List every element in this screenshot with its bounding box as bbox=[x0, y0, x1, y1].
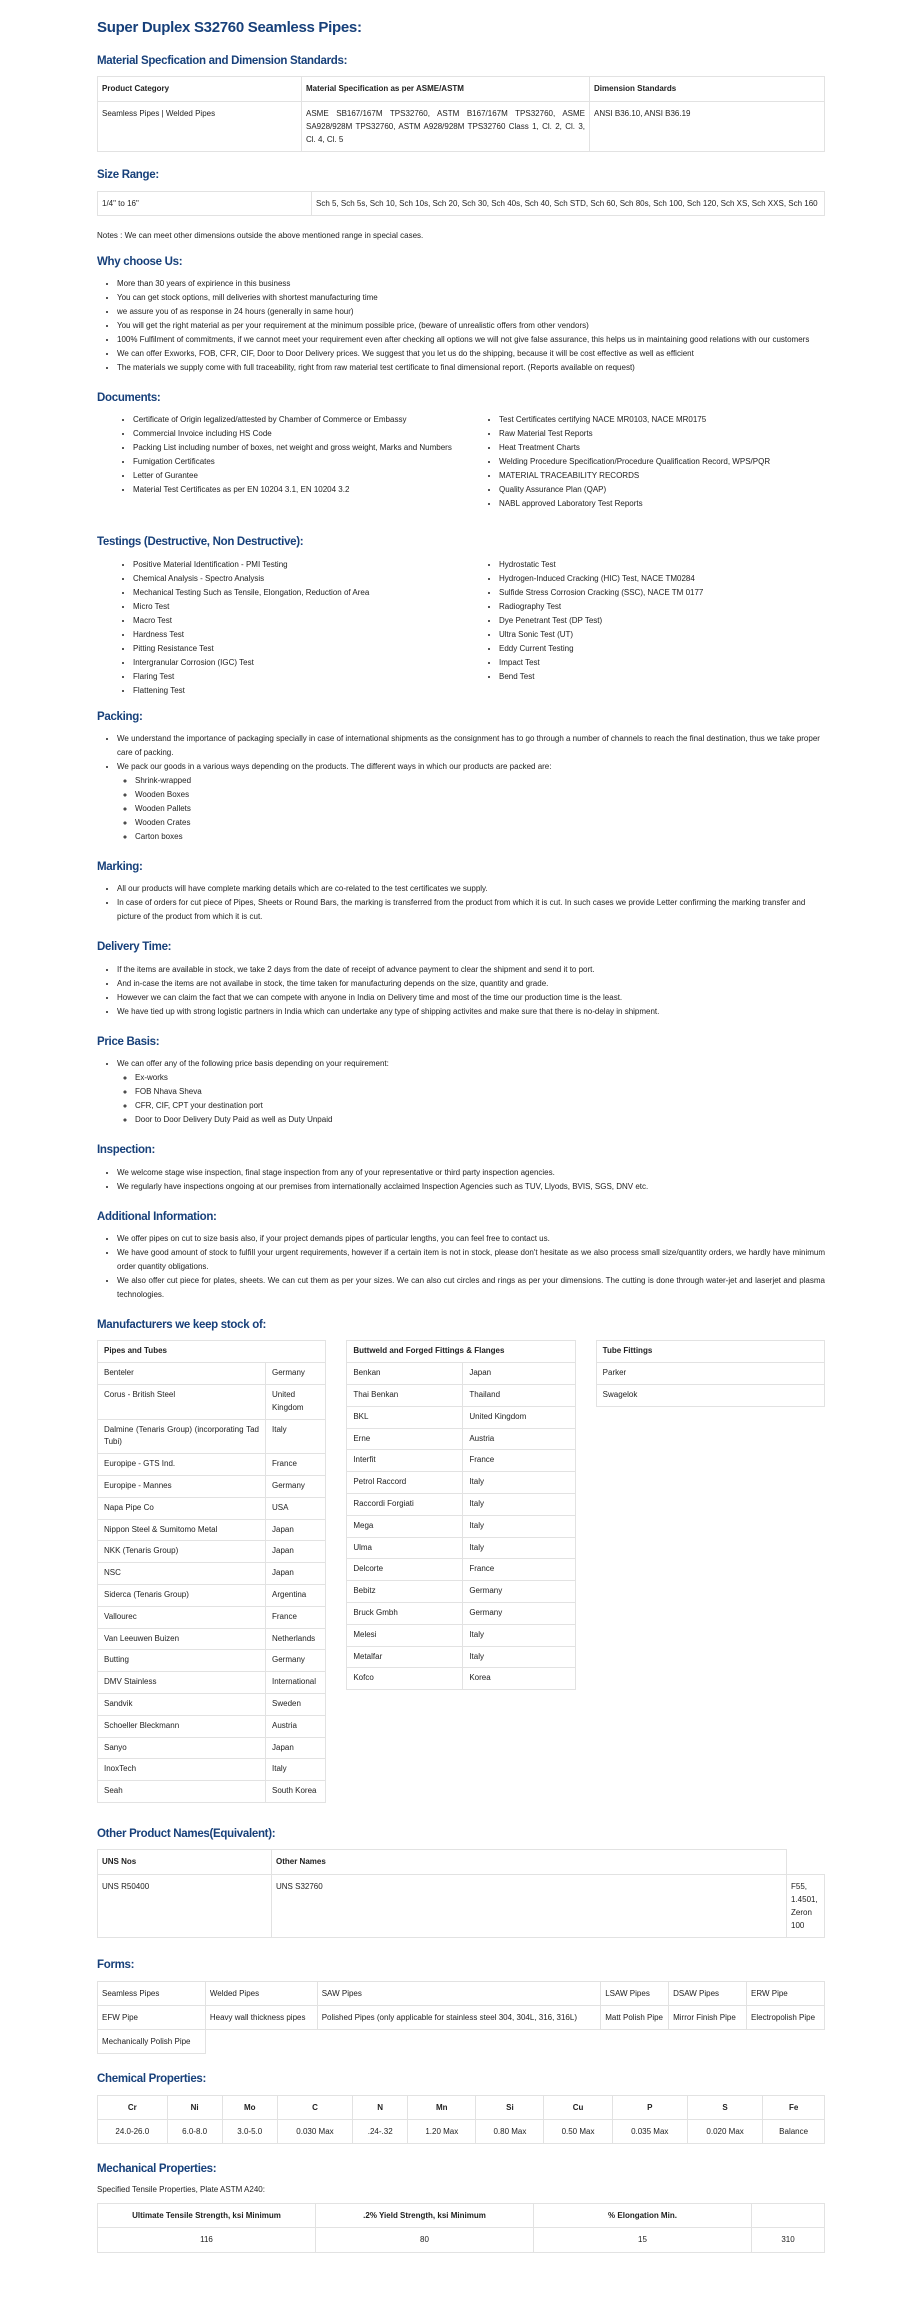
documents-heading: Documents: bbox=[97, 391, 161, 404]
table-row bbox=[98, 2228, 825, 2252]
list-item: • Flaring Test bbox=[133, 670, 459, 684]
table-cell: 116 bbox=[98, 2228, 316, 2252]
delivery-list bbox=[97, 963, 825, 1019]
chemical-heading: Chemical Properties: bbox=[97, 2073, 207, 2086]
table-cell: DMV Stainless bbox=[98, 1672, 266, 1694]
list-item: • Impact Test bbox=[499, 656, 825, 670]
list-item: • We understand the importance of packaging specially in case of international shipments as the consignment has to go through a number of channels to reach the final destination, thus we take proper care of packing. bbox=[117, 732, 825, 760]
table-cell: InoxTech bbox=[98, 1759, 266, 1781]
delivery-heading: Delivery Time: bbox=[97, 941, 172, 954]
price-basis-list bbox=[97, 1057, 825, 1127]
table-row bbox=[347, 1515, 575, 1537]
table-cell: Germany bbox=[266, 1476, 326, 1498]
table-cell: France bbox=[463, 1450, 575, 1472]
list-item-text: We pack our goods in a various ways depending on the products. The different ways in which our products are packed are: bbox=[117, 762, 552, 772]
table-header: UNS Nos bbox=[98, 1850, 272, 1874]
list-item: ◦ Ex-works bbox=[135, 1071, 825, 1085]
table-cell: BKL bbox=[347, 1406, 463, 1428]
table-row bbox=[347, 1537, 575, 1559]
packing-heading: Packing: bbox=[97, 710, 143, 723]
table-cell: Bebitz bbox=[347, 1581, 463, 1603]
table-header: Cu bbox=[544, 2095, 612, 2119]
empty-cell bbox=[669, 2030, 747, 2054]
list-item: • Raw Material Test Reports bbox=[499, 427, 825, 441]
table-cell: 310 bbox=[752, 2228, 825, 2252]
list-item: • All our products will have complete marking details which are co-related to the test certificates we supply. bbox=[117, 882, 825, 896]
table-cell: Italy bbox=[266, 1419, 326, 1454]
table-header: % Elongation Min. bbox=[534, 2204, 752, 2228]
price-basis-sub-list bbox=[117, 1071, 825, 1127]
table-cell: ASME SB167/167M TPS32760, ASTM B167/167M TPS32760, ASME SA928/928M TPS32760, ASTM A928/928M TPS32760 Class 1, Cl. 2, Cl. 3, Cl. 4, Cl. 5 bbox=[302, 101, 590, 152]
table-row bbox=[347, 1646, 575, 1668]
table-header bbox=[752, 2204, 825, 2228]
table-row bbox=[347, 1472, 575, 1494]
list-item: • Material Test Certificates as per EN 10204 3.1, EN 10204 3.2 bbox=[133, 483, 459, 497]
table-row bbox=[596, 1363, 824, 1385]
table-cell: 24.0-26.0 bbox=[98, 2119, 168, 2143]
table-header-empty bbox=[787, 1850, 825, 1874]
documents-columns bbox=[97, 413, 825, 511]
table-cell: DSAW Pipes bbox=[669, 1981, 747, 2005]
table-cell: NSC bbox=[98, 1563, 266, 1585]
table-row bbox=[98, 1419, 326, 1454]
fittings-flanges-table bbox=[346, 1340, 575, 1690]
table-cell: Napa Pipe Co bbox=[98, 1497, 266, 1519]
table-header: Product Category bbox=[98, 77, 302, 101]
table-cell: Melesi bbox=[347, 1624, 463, 1646]
table-row bbox=[98, 1759, 326, 1781]
empty-cell bbox=[601, 2030, 669, 2054]
size-range-heading: Size Range: bbox=[97, 169, 159, 182]
table-cell: Butting bbox=[98, 1650, 266, 1672]
table-cell: UNS R50400 bbox=[98, 1874, 272, 1938]
list-item: ◦ Wooden Crates bbox=[135, 816, 825, 830]
testings-list-right bbox=[469, 558, 825, 698]
table-cell: 6.0-8.0 bbox=[167, 2119, 222, 2143]
table-row bbox=[347, 1559, 575, 1581]
table-row bbox=[347, 1581, 575, 1603]
table-cell: United Kingdom bbox=[266, 1385, 326, 1420]
list-item: • Dye Penetrant Test (DP Test) bbox=[499, 614, 825, 628]
table-cell: 15 bbox=[534, 2228, 752, 2252]
table-cell: France bbox=[266, 1606, 326, 1628]
why-choose-list bbox=[97, 277, 825, 375]
table-cell: USA bbox=[266, 1497, 326, 1519]
table-cell: 0.035 Max bbox=[612, 2119, 687, 2143]
list-item: ◦ Door to Door Delivery Duty Paid as well as Duty Unpaid bbox=[135, 1113, 825, 1127]
table-row bbox=[98, 2119, 825, 2143]
list-item: • MATERIAL TRACEABILITY RECORDS bbox=[499, 469, 825, 483]
table-row bbox=[98, 2030, 825, 2054]
list-item: • In case of orders for cut piece of Pipes, Sheets or Round Bars, the marking is transferred from the product from which it is cut. In such cases we provide Letter confirming the marking transfer and picture of the product from which it is cut. bbox=[117, 896, 825, 924]
table-row bbox=[347, 1602, 575, 1624]
testings-columns bbox=[97, 558, 825, 698]
empty-cell bbox=[205, 2030, 317, 2054]
list-item: • NABL approved Laboratory Test Reports bbox=[499, 497, 825, 511]
documents-list-left bbox=[97, 413, 469, 511]
table-cell: Ulma bbox=[347, 1537, 463, 1559]
table-cell: Heavy wall thickness pipes bbox=[205, 2005, 317, 2029]
table-cell: 0.030 Max bbox=[277, 2119, 352, 2143]
list-item: • Welding Procedure Specification/Procedure Qualification Record, WPS/PQR bbox=[499, 455, 825, 469]
table-cell: Dalmine (Tenaris Group) (incorporating Tad Tubi) bbox=[98, 1419, 266, 1454]
table-row bbox=[596, 1385, 824, 1407]
table-row bbox=[98, 191, 825, 215]
table-cell: Sandvik bbox=[98, 1693, 266, 1715]
list-item: • We can offer Exworks, FOB, CFR, CIF, Door to Door Delivery prices. We suggest that you let us do the shipping, because it will be cost effective as well as efficient bbox=[117, 347, 825, 361]
table-cell: ANSI B36.10, ANSI B36.19 bbox=[590, 101, 825, 152]
list-item: • More than 30 years of expirience in this business bbox=[117, 277, 825, 291]
table-header: Dimension Standards bbox=[590, 77, 825, 101]
list-item: • If the items are available in stock, we take 2 days from the date of receipt of advance payment to clear the shipment and send it to port. bbox=[117, 963, 825, 977]
list-item: • We regularly have inspections ongoing at our premises from internationally acclaimed Inspection Agencies such as TUV, Llyods, BVIS, SGS, DNV etc. bbox=[117, 1180, 825, 1194]
material-spec-table bbox=[97, 76, 825, 152]
table-row bbox=[98, 1497, 326, 1519]
list-item: • Macro Test bbox=[133, 614, 459, 628]
table-cell: Kofco bbox=[347, 1668, 463, 1690]
table-cell: Germany bbox=[463, 1602, 575, 1624]
table-cell: Italy bbox=[463, 1537, 575, 1559]
empty-cell bbox=[317, 2030, 600, 2054]
list-item: ◦ Shrink-wrapped bbox=[135, 774, 825, 788]
table-header: .2% Yield Strength, ksi Minimum bbox=[316, 2204, 534, 2228]
list-item: • Intergranular Corrosion (IGC) Test bbox=[133, 656, 459, 670]
table-cell: Italy bbox=[463, 1646, 575, 1668]
table-cell: Korea bbox=[463, 1668, 575, 1690]
table-cell: Seamless Pipes | Welded Pipes bbox=[98, 101, 302, 152]
table-cell: Schoeller Bleckmann bbox=[98, 1715, 266, 1737]
list-item: • The materials we supply come with full traceability, right from raw material test certificate to final dimensional report. (Reports available on request) bbox=[117, 361, 825, 375]
table-cell: SAW Pipes bbox=[317, 1981, 600, 2005]
table-cell: Japan bbox=[463, 1363, 575, 1385]
list-item-text: We can offer any of the following price basis depending on your requirement: bbox=[117, 1059, 389, 1069]
table-cell: Sanyo bbox=[98, 1737, 266, 1759]
table-row bbox=[98, 1363, 326, 1385]
table-cell: International bbox=[266, 1672, 326, 1694]
table-cell: United Kingdom bbox=[463, 1406, 575, 1428]
table-row bbox=[347, 1668, 575, 1690]
table-row bbox=[98, 1874, 825, 1938]
size-notes: Notes : We can meet other dimensions outside the above mentioned range in special cases. bbox=[97, 230, 424, 240]
list-item: • 100% Fulfilment of commitments, if we cannot meet your requirement even after checking all options we will not give false assurance, this helps us in maintaining good relations with our customers bbox=[117, 333, 825, 347]
table-cell: Metalfar bbox=[347, 1646, 463, 1668]
table-cell: Parker bbox=[596, 1363, 824, 1385]
table-cell: Delcorte bbox=[347, 1559, 463, 1581]
list-item: • Mechanical Testing Such as Tensile, Elongation, Reduction of Area bbox=[133, 586, 459, 600]
list-item: • Hydrogen-Induced Cracking (HIC) Test, NACE TM0284 bbox=[499, 572, 825, 586]
list-item: • Fumigation Certificates bbox=[133, 455, 459, 469]
table-cell: Interfit bbox=[347, 1450, 463, 1472]
pipes-tubes-table bbox=[97, 1340, 326, 1803]
table-cell: Seah bbox=[98, 1781, 266, 1803]
list-item: • And in-case the items are not availabe in stock, the time taken for manufacturing depends on the size, quantity and grade. bbox=[117, 977, 825, 991]
table-row bbox=[98, 101, 825, 152]
list-item: • Bend Test bbox=[499, 670, 825, 684]
list-item: • You can get stock options, mill deliveries with shortest manufacturing time bbox=[117, 291, 825, 305]
table-cell: F55, 1.4501, Zeron 100 bbox=[787, 1874, 825, 1938]
testings-heading: Testings (Destructive, Non Destructive): bbox=[97, 536, 304, 549]
table-row bbox=[98, 1715, 326, 1737]
table-cell: Japan bbox=[266, 1563, 326, 1585]
list-item: • However we can claim the fact that we can compete with anyone in India on Delivery time and most of the time our production time is the least. bbox=[117, 991, 825, 1005]
list-item: • Hydrostatic Test bbox=[499, 558, 825, 572]
table-cell: Europipe - GTS Ind. bbox=[98, 1454, 266, 1476]
table-cell: Matt Polish Pipe bbox=[601, 2005, 669, 2029]
list-item: • Test Certificates certifying NACE MR0103, NACE MR0175 bbox=[499, 413, 825, 427]
additional-heading: Additional Information: bbox=[97, 1210, 217, 1223]
inspection-heading: Inspection: bbox=[97, 1144, 156, 1157]
table-row bbox=[98, 1476, 326, 1498]
list-item: • Letter of Gurantee bbox=[133, 469, 459, 483]
list-item: • Hardness Test bbox=[133, 628, 459, 642]
list-item: • We have tied up with strong logistic partners in India which can undertake any type of shipping activites and make sure that there is no-delay in shipment. bbox=[117, 1005, 825, 1019]
table-row bbox=[98, 1650, 326, 1672]
table-row bbox=[98, 1541, 326, 1563]
table-header: S bbox=[687, 2095, 762, 2119]
list-item: • You will get the right material as per your requirement at the minimum possible price, (beware of unrealistic offers from other vendors) bbox=[117, 319, 825, 333]
table-cell: Bruck Gmbh bbox=[347, 1602, 463, 1624]
table-cell: Japan bbox=[266, 1519, 326, 1541]
price-basis-heading: Price Basis: bbox=[97, 1035, 160, 1048]
table-row bbox=[98, 1981, 825, 2005]
table-row bbox=[98, 1672, 326, 1694]
table-cell: Nippon Steel & Sumitomo Metal bbox=[98, 1519, 266, 1541]
table-cell: Mega bbox=[347, 1515, 463, 1537]
table-row bbox=[347, 1406, 575, 1428]
manufacturers-tables bbox=[97, 1340, 825, 1803]
additional-list bbox=[97, 1232, 825, 1302]
table-cell: EFW Pipe bbox=[98, 2005, 206, 2029]
table-cell: Germany bbox=[266, 1650, 326, 1672]
table-row bbox=[98, 1385, 326, 1420]
size-range-table bbox=[97, 191, 825, 216]
table-cell: Italy bbox=[463, 1624, 575, 1646]
table-cell: 1.20 Max bbox=[408, 2119, 476, 2143]
packing-list bbox=[97, 732, 825, 844]
table-header: N bbox=[353, 2095, 408, 2119]
table-cell: UNS S32760 bbox=[272, 1874, 787, 1938]
table-cell: 3.0-5.0 bbox=[222, 2119, 277, 2143]
table-cell: ERW Pipe bbox=[747, 1981, 825, 2005]
list-item bbox=[117, 1057, 825, 1127]
table-header: Ni bbox=[167, 2095, 222, 2119]
documents-list-right bbox=[469, 413, 825, 511]
list-item: • Pitting Resistance Test bbox=[133, 642, 459, 656]
table-row bbox=[98, 1519, 326, 1541]
list-item: ◦ Wooden Pallets bbox=[135, 802, 825, 816]
list-item: • Chemical Analysis - Spectro Analysis bbox=[133, 572, 459, 586]
table-row bbox=[347, 1385, 575, 1407]
table-header: C bbox=[277, 2095, 352, 2119]
table-cell: Van Leeuwen Buizen bbox=[98, 1628, 266, 1650]
table-cell: Polished Pipes (only applicable for stainless steel 304, 304L, 316, 316L) bbox=[317, 2005, 600, 2029]
list-item: • Radiography Test bbox=[499, 600, 825, 614]
other-names-table bbox=[97, 1849, 825, 1938]
table-cell: France bbox=[463, 1559, 575, 1581]
list-item: • Commercial Invoice including HS Code bbox=[133, 427, 459, 441]
table-header: Buttweld and Forged Fittings & Flanges bbox=[347, 1341, 575, 1363]
list-item: • We have good amount of stock to fulfill your urgent requirements, however if a certain item is not in stock, please don't hesitate as we also process small size/quantity orders, we hardly have minimum order quantity obligations. bbox=[117, 1246, 825, 1274]
table-cell: NKK (Tenaris Group) bbox=[98, 1541, 266, 1563]
table-cell: Benteler bbox=[98, 1363, 266, 1385]
table-row bbox=[98, 1584, 326, 1606]
testings-list-left bbox=[97, 558, 469, 698]
list-item: • Micro Test bbox=[133, 600, 459, 614]
other-names-heading: Other Product Names(Equivalent): bbox=[97, 1827, 276, 1840]
list-item: • Ultra Sonic Test (UT) bbox=[499, 628, 825, 642]
table-row bbox=[98, 1693, 326, 1715]
table-cell: Swagelok bbox=[596, 1385, 824, 1407]
table-cell: 1/4" to 16" bbox=[98, 191, 312, 215]
table-row bbox=[347, 1363, 575, 1385]
table-cell: Thailand bbox=[463, 1385, 575, 1407]
material-spec-heading: Material Specfication and Dimension Standards: bbox=[97, 55, 348, 67]
list-item: • Certificate of Origin legalized/attested by Chamber of Commerce or Embassy bbox=[133, 413, 459, 427]
empty-cell bbox=[747, 2030, 825, 2054]
list-item: ◦ Wooden Boxes bbox=[135, 788, 825, 802]
mechanical-heading: Mechanical Properties: bbox=[97, 2163, 217, 2175]
list-item: • Quality Assurance Plan (QAP) bbox=[499, 483, 825, 497]
table-cell: Sch 5, Sch 5s, Sch 10, Sch 10s, Sch 20, Sch 30, Sch 40s, Sch 40, Sch STD, Sch 60, Sch 80s, Sch 100, Sch 120, Sch XS, Sch XXS, Sch 160 bbox=[312, 191, 825, 215]
mechanical-subheading: Specified Tensile Properties, Plate ASTM A240: bbox=[97, 2185, 265, 2195]
table-header: Pipes and Tubes bbox=[98, 1341, 326, 1363]
table-cell: Vallourec bbox=[98, 1606, 266, 1628]
table-cell: Siderca (Tenaris Group) bbox=[98, 1584, 266, 1606]
table-cell: 0.020 Max bbox=[687, 2119, 762, 2143]
table-cell: .24-.32 bbox=[353, 2119, 408, 2143]
table-cell: Netherlands bbox=[266, 1628, 326, 1650]
table-row bbox=[347, 1428, 575, 1450]
list-item: • Heat Treatment Charts bbox=[499, 441, 825, 455]
table-cell: Seamless Pipes bbox=[98, 1981, 206, 2005]
list-item: • Positive Material Identification - PMI Testing bbox=[133, 558, 459, 572]
table-cell: Japan bbox=[266, 1737, 326, 1759]
list-item: • We offer pipes on cut to size basis also, if your project demands pipes of particular lengths, you can feel free to contact us. bbox=[117, 1232, 825, 1246]
table-cell: Austria bbox=[463, 1428, 575, 1450]
table-cell: Mechanically Polish Pipe bbox=[98, 2030, 206, 2054]
list-item: ◦ Carton boxes bbox=[135, 830, 825, 844]
table-cell: Argentina bbox=[266, 1584, 326, 1606]
manufacturers-heading: Manufacturers we keep stock of: bbox=[97, 1319, 267, 1332]
table-cell: 0.80 Max bbox=[476, 2119, 544, 2143]
list-item: • we assure you of as response in 24 hours (generally in same hour) bbox=[117, 305, 825, 319]
table-cell: Italy bbox=[463, 1494, 575, 1516]
table-row bbox=[98, 1781, 326, 1803]
list-item: ◦ FOB Nhava Sheva bbox=[135, 1085, 825, 1099]
list-item: ◦ CFR, CIF, CPT your destination port bbox=[135, 1099, 825, 1113]
table-cell: Italy bbox=[463, 1515, 575, 1537]
table-header: Mn bbox=[408, 2095, 476, 2119]
table-header: Other Names bbox=[272, 1850, 787, 1874]
table-row bbox=[347, 1494, 575, 1516]
table-header: Cr bbox=[98, 2095, 168, 2119]
marking-heading: Marking: bbox=[97, 861, 143, 874]
table-cell: Raccordi Forgiati bbox=[347, 1494, 463, 1516]
why-choose-heading: Why choose Us: bbox=[97, 255, 183, 268]
packing-sub-list bbox=[117, 774, 825, 844]
page-title: Super Duplex S32760 Seamless Pipes: bbox=[97, 19, 362, 36]
list-item: • Packing List including number of boxes, net weight and gross weight, Marks and Numbers bbox=[133, 441, 459, 455]
table-cell: Germany bbox=[463, 1581, 575, 1603]
table-cell: Electropolish Pipe bbox=[747, 2005, 825, 2029]
tube-fittings-table bbox=[596, 1340, 825, 1406]
list-item: • Flattening Test bbox=[133, 684, 459, 698]
table-row bbox=[98, 1563, 326, 1585]
table-row bbox=[98, 1628, 326, 1650]
table-cell: Austria bbox=[266, 1715, 326, 1737]
table-row bbox=[347, 1624, 575, 1646]
mechanical-table bbox=[97, 2203, 825, 2252]
table-cell: Welded Pipes bbox=[205, 1981, 317, 2005]
table-header: Mo bbox=[222, 2095, 277, 2119]
table-cell: Mirror Finish Pipe bbox=[669, 2005, 747, 2029]
table-header: Si bbox=[476, 2095, 544, 2119]
table-row bbox=[347, 1450, 575, 1472]
list-item: • Sulfide Stress Corrosion Cracking (SSC), NACE TM 0177 bbox=[499, 586, 825, 600]
marking-list bbox=[97, 882, 825, 924]
list-item: • Eddy Current Testing bbox=[499, 642, 825, 656]
table-cell: Benkan bbox=[347, 1363, 463, 1385]
table-cell: Germany bbox=[266, 1363, 326, 1385]
table-cell: Thai Benkan bbox=[347, 1385, 463, 1407]
table-cell: Europipe - Mannes bbox=[98, 1476, 266, 1498]
table-cell: Balance bbox=[763, 2119, 825, 2143]
table-row bbox=[98, 1454, 326, 1476]
list-item: • We also offer cut piece for plates, sheets. We can cut them as per your sizes. We can also cut circles and rings as per your dimensions. The cutting is done through water-jet and laserjet and plasma technologies. bbox=[117, 1274, 825, 1302]
list-item: • We welcome stage wise inspection, final stage inspection from any of your representative or third party inspection agencies. bbox=[117, 1166, 825, 1180]
table-header: Tube Fittings bbox=[596, 1341, 824, 1363]
table-header: Ultimate Tensile Strength, ksi Minimum bbox=[98, 2204, 316, 2228]
table-cell: Italy bbox=[266, 1759, 326, 1781]
inspection-list bbox=[97, 1166, 825, 1194]
table-cell: Erne bbox=[347, 1428, 463, 1450]
table-row bbox=[98, 2005, 825, 2029]
table-row bbox=[98, 1737, 326, 1759]
table-row bbox=[98, 1606, 326, 1628]
table-header: P bbox=[612, 2095, 687, 2119]
chemical-table bbox=[97, 2095, 825, 2144]
table-cell: Sweden bbox=[266, 1693, 326, 1715]
forms-table bbox=[97, 1981, 825, 2055]
forms-heading: Forms: bbox=[97, 1959, 135, 1972]
table-cell: Corus - British Steel bbox=[98, 1385, 266, 1420]
table-cell: 0.50 Max bbox=[544, 2119, 612, 2143]
table-cell: 80 bbox=[316, 2228, 534, 2252]
table-cell: Petrol Raccord bbox=[347, 1472, 463, 1494]
table-cell: South Korea bbox=[266, 1781, 326, 1803]
table-cell: LSAW Pipes bbox=[601, 1981, 669, 2005]
list-item bbox=[117, 760, 825, 844]
table-header: Material Specification as per ASME/ASTM bbox=[302, 77, 590, 101]
table-cell: Japan bbox=[266, 1541, 326, 1563]
table-header: Fe bbox=[763, 2095, 825, 2119]
table-cell: Italy bbox=[463, 1472, 575, 1494]
table-cell: France bbox=[266, 1454, 326, 1476]
